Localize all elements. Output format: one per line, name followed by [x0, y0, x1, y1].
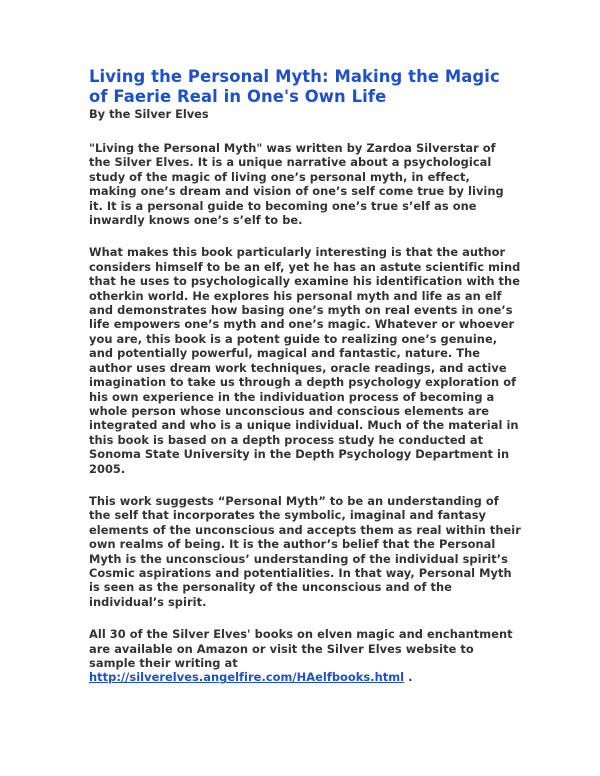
- byline: By the Silver Elves: [89, 107, 209, 121]
- paragraph-personal-myth: This work suggests “Personal Myth” to be an understanding of the self that incorporates the symbolic, imaginal and fantasy elements of the unconscious and accepts them as real within their own realms of being. It is the author’s belief that the Personal Myth is the unconscious’ understanding of the individual spirit’s Cosmic aspirations and potentialities. In that way, Personal Myth is seen as the personality of the unconscious and of the individual’s spirit.: [89, 493, 521, 609]
- paragraph-description: What makes this book particularly interesting is that the author considers himself to be an elf, yet he has an astute scientific mind that he uses to psychologically examine his identification with the otherkin world. He explores his personal myth and life as an elf and demonstrates how basing one’s myth on real events in one’s life empowers one’s myth and one’s magic. Whatever or whoever you are, this book is a potent guide to realizing one’s genuine, and potentially powerful, magical and fantastic, nature. The author uses dream work techniques, oracle readings, and active imagination to take us through a depth psychology exploration of his own experience in the individuation process of becoming a whole person whose unconscious and conscious elements are integrated and who is a unique individual. Much of the material in this book is based on a depth process study he conducted at Sonoma State University in the Depth Psychology Department in 2005.: [89, 245, 521, 476]
- document-page: [89, 67, 521, 685]
- paragraph-closing: [89, 627, 521, 685]
- paragraph-intro: "Living the Personal Myth" was written by Zardoa Silverstar of the Silver Elves. It is a unique narrative about a psychological study of the magic of living one’s personal myth, in effect, making one’s dream and vision of one’s self come true by living it. It is a personal guide to becoming one’s true s’elf as one inwardly knows one’s s’elf to be.: [89, 141, 504, 228]
- document-title: Living the Personal Myth: Making the Magic of Faerie Real in One's Own Life: [89, 67, 500, 106]
- closing-period: .: [404, 670, 413, 685]
- website-link[interactable]: http://silverelves.angelfire.com/HAelfbooks.html: [89, 670, 405, 685]
- closing-text: All 30 of the Silver Elves' books on elven magic and enchantment are available on Amazon or visit the Silver Elves website to sample their writing at: [89, 627, 513, 670]
